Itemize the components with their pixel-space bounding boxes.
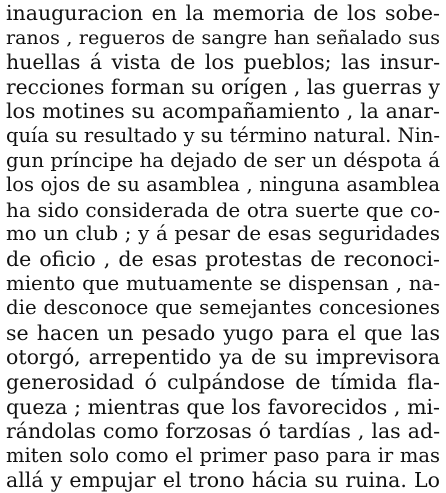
text-line: rándolas como forzosas ó tardías , las ad- [6,419,440,444]
text-line: mo un club ; y á pesar de esas seguridades [6,222,440,246]
text-line: miten solo como el primer paso para ir mas [6,443,440,467]
text-line: queza ; mientras que los favorecidos , mi- [6,394,440,419]
body-text [6,1,440,493]
text-line: quía su resultado y su término natural. Nin- [6,123,440,147]
text-line: huellas á vista de los pueblos; las insur- [6,50,440,75]
text-line: ha sido considerada de otra suerte que co- [6,197,440,222]
text-line: generosidad ó culpándose de tímida fla- [6,369,440,394]
text-line: inauguracion en la memoria de los sobe- [6,1,440,25]
text-line: de oficio , de esas protestas de reconoci- [6,246,440,271]
text-line: allá y empujar el trono hácia su ruina. Lo [6,468,440,493]
text-line: ranos , regueros de sangre han señalado sus [6,26,440,49]
text-line: los ojos de su asamblea , ninguna asamblea [6,173,440,197]
text-line: miento que mutuamente se dispensan , na- [6,271,440,295]
text-line: die desconoce que semejantes concesiones [6,296,440,320]
text-line: los motines su acompañamiento , la anar- [6,99,440,124]
text-line: se hacen un pesado yugo para el que las [6,320,440,345]
text-line: otorgó, arrepentido ya de su imprevisora [6,345,440,370]
text-line: gun príncipe ha dejado de ser un déspota á [6,148,440,172]
text-line: recciones forman su orígen , las guerras y [6,74,440,99]
